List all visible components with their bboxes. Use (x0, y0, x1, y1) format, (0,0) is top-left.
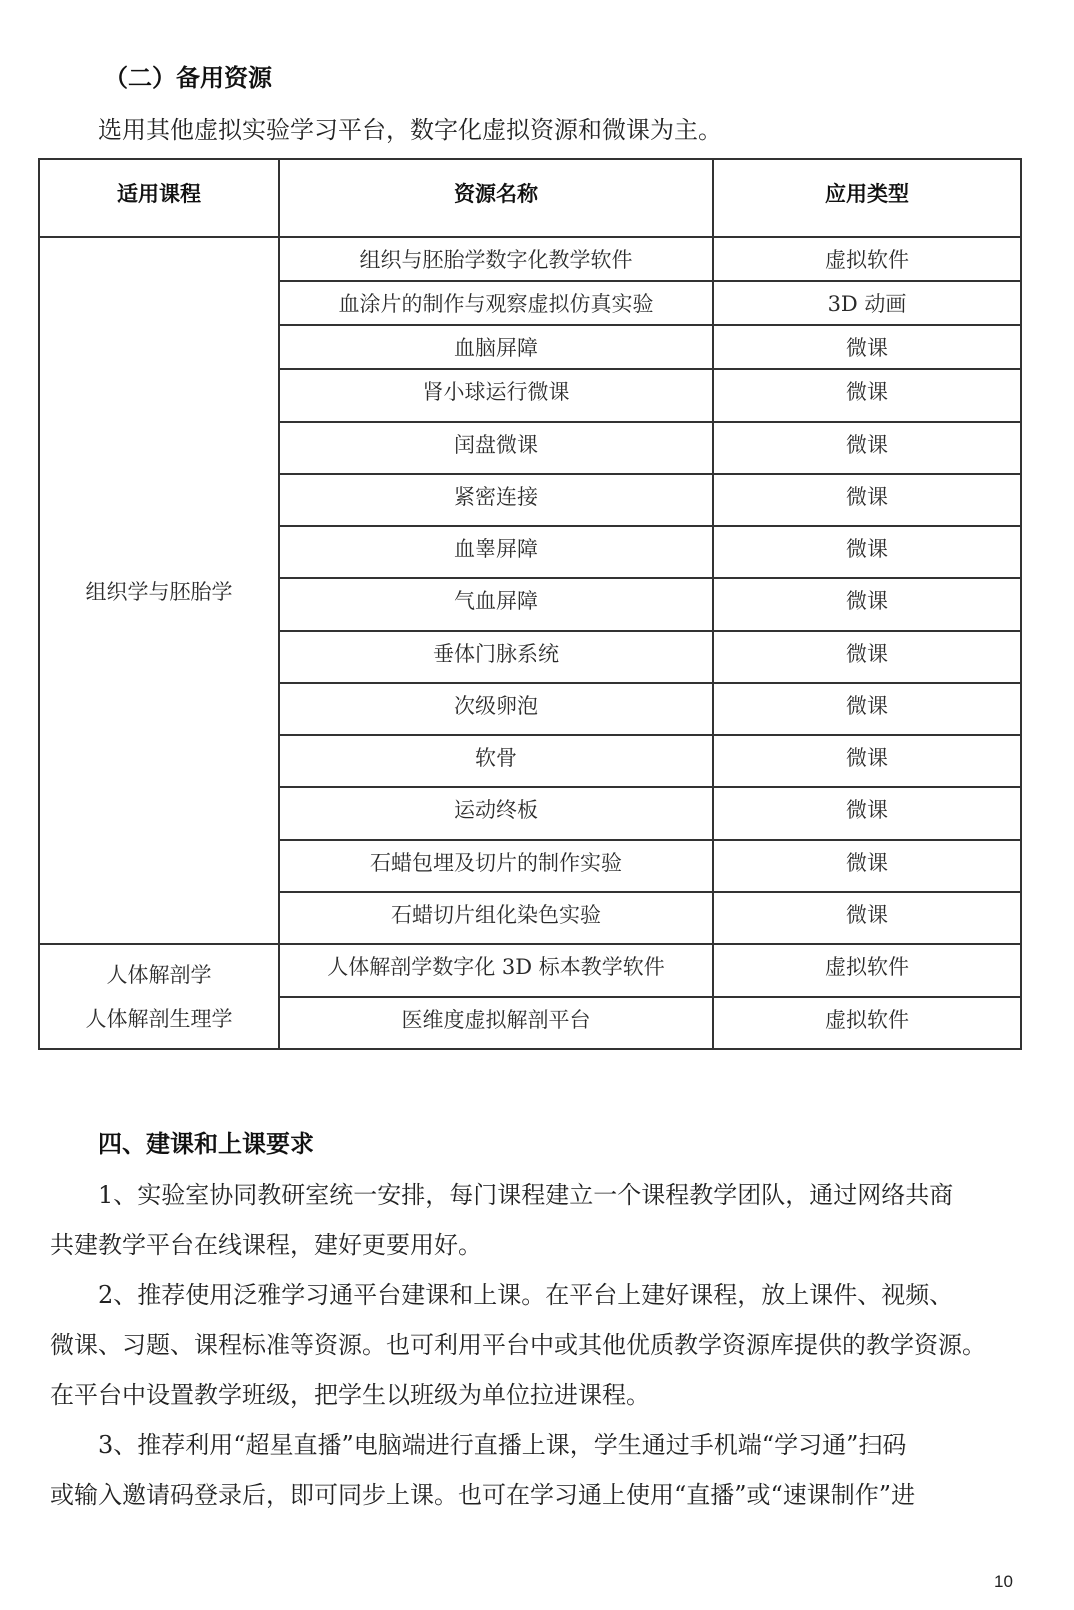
application-type-cell: 微课 (713, 526, 1021, 578)
application-type-cell: 微课 (713, 631, 1021, 683)
resource-name-cell: 人体解剖学数字化 3D 标本教学软件 (279, 944, 713, 997)
paragraph-line: 在平台中设置教学班级，把学生以班级为单位拉进课程。 (50, 1381, 650, 1409)
resource-name-cell: 石蜡包埋及切片的制作实验 (279, 840, 713, 892)
header-application-type: 应用类型 (713, 159, 1021, 237)
application-type-cell: 微课 (713, 369, 1021, 422)
course-label: 组织学与胚胎学 (85, 579, 233, 604)
paragraph-line: 2、推荐使用泛雅学习通平台建课和上课。在平台上建好课程，放上课件、视频、 (98, 1281, 954, 1309)
resource-table (38, 158, 1022, 1050)
application-type-cell: 虚拟软件 (713, 237, 1021, 281)
application-type-cell: 虚拟软件 (713, 944, 1021, 997)
table-row (39, 944, 1021, 997)
paragraph-line: 1、实验室协同教研室统一安排，每门课程建立一个课程教学团队，通过网络共商 (98, 1181, 954, 1209)
application-type-cell: 微课 (713, 840, 1021, 892)
application-type-cell: 微课 (713, 474, 1021, 526)
paragraph-line: 微课、习题、课程标准等资源。也可利用平台中或其他优质教学资源库提供的教学资源。 (50, 1331, 986, 1359)
resource-name-cell: 肾小球运行微课 (279, 369, 713, 422)
application-type-cell: 微课 (713, 325, 1021, 369)
table-header-row (39, 159, 1021, 237)
resource-name-cell: 血睾屏障 (279, 526, 713, 578)
section-backup-intro: 选用其他虚拟实验学习平台，数字化虚拟资源和微课为主。 (98, 116, 722, 144)
section-four-heading: 四、建课和上课要求 (98, 1130, 314, 1158)
application-type-cell: 微课 (713, 892, 1021, 944)
resource-name-cell: 组织与胚胎学数字化教学软件 (279, 237, 713, 281)
header-resource-name: 资源名称 (279, 159, 713, 237)
application-type-cell: 微课 (713, 787, 1021, 840)
resource-name-cell: 软骨 (279, 735, 713, 787)
resource-name-cell: 次级卵泡 (279, 683, 713, 735)
resource-name-cell: 垂体门脉系统 (279, 631, 713, 683)
table-row (39, 237, 1021, 281)
application-type-cell: 3D 动画 (713, 281, 1021, 325)
application-type-cell: 微课 (713, 578, 1021, 631)
resource-name-cell: 血脑屏障 (279, 325, 713, 369)
application-type-cell: 微课 (713, 683, 1021, 735)
course-label: 人体解剖生理学 (85, 1006, 233, 1031)
paragraph-line: 3、推荐利用“超星直播”电脑端进行直播上课，学生通过手机端“学习通”扫码 (98, 1431, 907, 1459)
course-cell (39, 944, 279, 1049)
resource-name-cell: 气血屏障 (279, 578, 713, 631)
resource-name-cell: 运动终板 (279, 787, 713, 840)
page-number: 10 (994, 1572, 1013, 1591)
resource-name-cell: 石蜡切片组化染色实验 (279, 892, 713, 944)
header-course: 适用课程 (39, 159, 279, 237)
resource-name-cell: 闰盘微课 (279, 422, 713, 474)
resource-name-cell: 紧密连接 (279, 474, 713, 526)
application-type-cell: 微课 (713, 735, 1021, 787)
application-type-cell: 虚拟软件 (713, 997, 1021, 1049)
resource-name-cell: 血涂片的制作与观察虚拟仿真实验 (279, 281, 713, 325)
resource-name-cell: 医维度虚拟解剖平台 (279, 997, 713, 1049)
application-type-cell: 微课 (713, 422, 1021, 474)
course-label: 人体解剖学 (106, 962, 212, 987)
section-backup-heading: （二）备用资源 (104, 64, 272, 92)
paragraph-line: 共建教学平台在线课程，建好更要用好。 (50, 1231, 482, 1259)
course-cell (39, 237, 279, 944)
paragraph-line: 或输入邀请码登录后，即可同步上课。也可在学习通上使用“直播”或“速课制作”进 (50, 1481, 916, 1509)
